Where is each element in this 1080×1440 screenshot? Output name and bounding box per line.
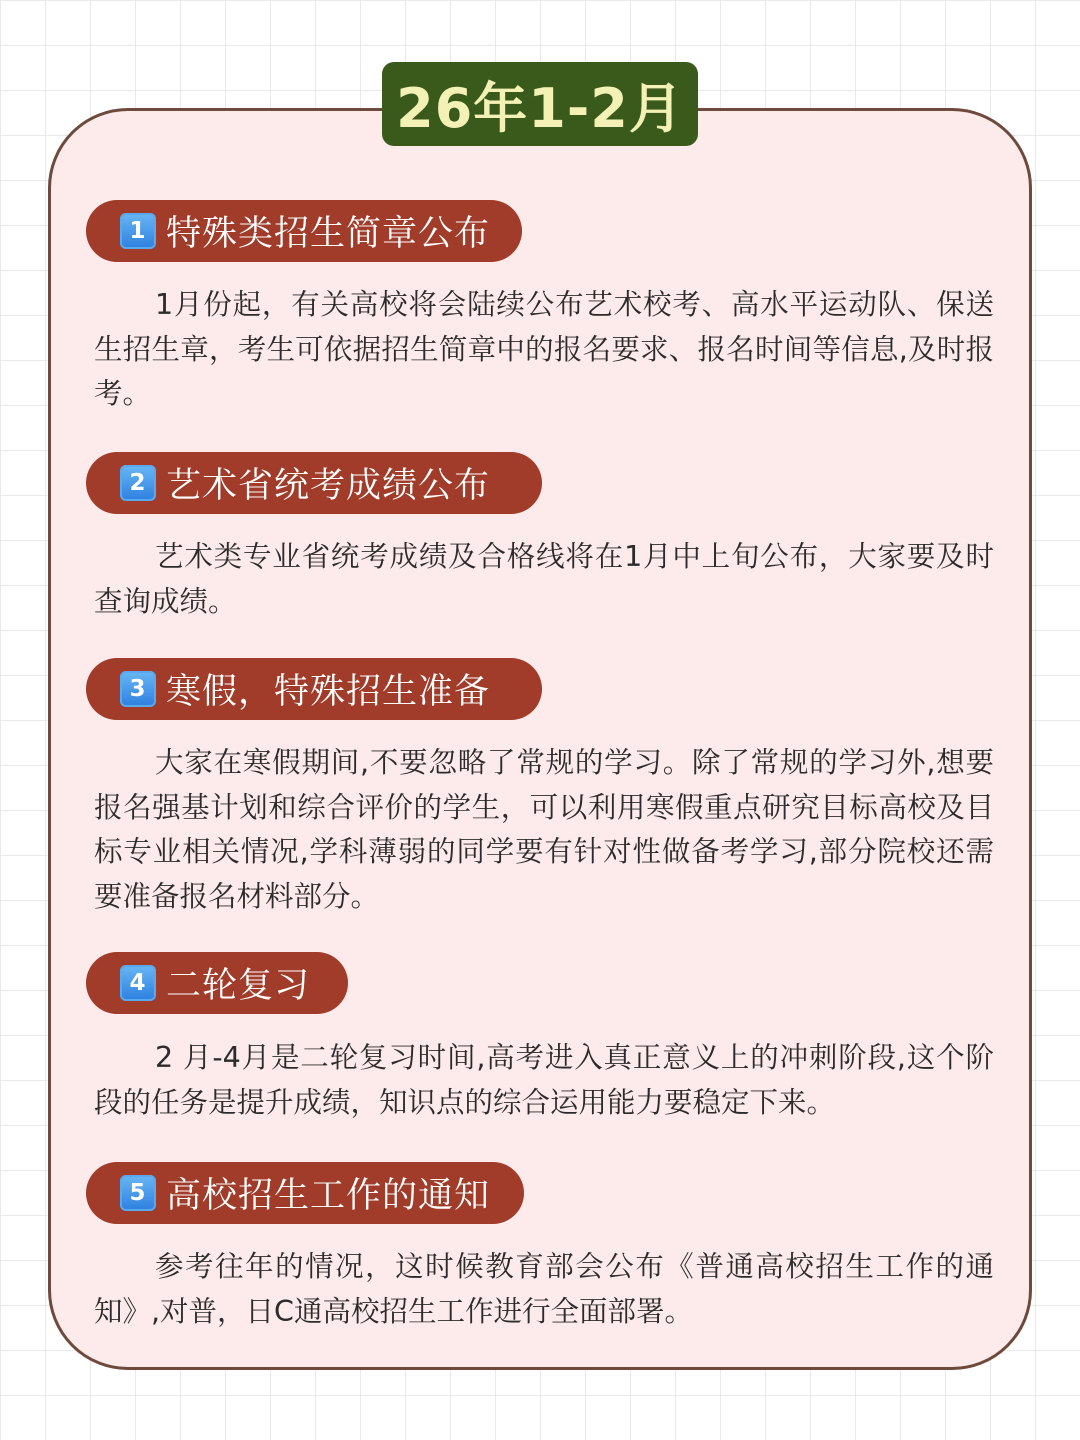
keycap-3-icon: 3 (120, 671, 156, 707)
section-3-heading (86, 658, 542, 720)
section-5-body: 参考往年的情况，这时候教育部会公布《普通高校招生工作的通知》,对普，日C通高校招生工作进行全面部署。 (94, 1250, 994, 1328)
section-2-body: 艺术类专业省统考成绩及合格线将在1月中上旬公布，大家要及时查询成绩。 (94, 540, 994, 618)
page-title: 26年1-2月 (382, 62, 698, 146)
section-3-body: 大家在寒假期间,不要忽略了常规的学习。除了常规的学习外,想要报名强基计划和综合评价的学生，可以利用寒假重点研究目标高校及目标专业相关情况,学科薄弱的同学要有针对性做备考学习,部分院校还需要准备报名材料部分。 (94, 746, 994, 913)
keycap-5-icon: 5 (120, 1175, 156, 1211)
section-1-body: 1月份起，有关高校将会陆续公布艺术校考、高水平运动队、保送生招生章，考生可依据招生简章中的报名要求、报名时间等信息,及时报考。 (94, 288, 994, 410)
keycap-4-icon: 4 (120, 965, 156, 1001)
section-2-title: 艺术省统考成绩公布 (166, 466, 491, 506)
section-1-title: 特殊类招生简章公布 (166, 214, 491, 254)
section-5-heading (86, 1162, 524, 1224)
keycap-1-icon: 1 (120, 213, 156, 249)
section-2-heading (86, 452, 542, 514)
section-4-body: 2 月-4月是二轮复习时间,高考进入真正意义上的冲刺阶段,这个阶段的任务是提升成绩，知识点的综合运用能力要稳定下来。 (94, 1041, 994, 1119)
section-4-title: 二轮复习 (166, 966, 311, 1006)
keycap-2-icon: 2 (120, 465, 156, 501)
section-5-title: 高校招生工作的通知 (166, 1176, 491, 1216)
section-4-heading (86, 952, 348, 1014)
section-3-title: 寒假，特殊招生准备 (166, 672, 491, 712)
section-1-heading (86, 200, 522, 262)
